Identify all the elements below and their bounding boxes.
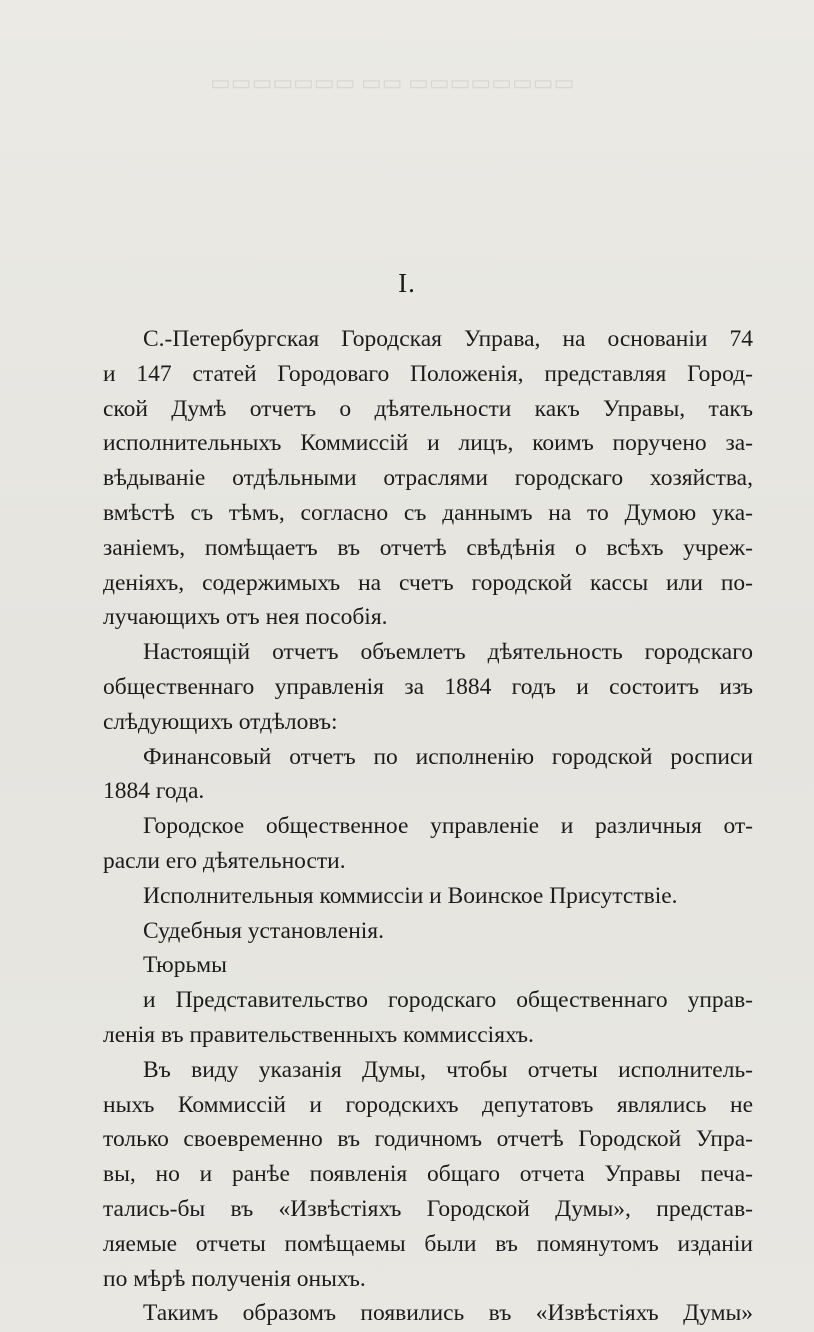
section-list-item xyxy=(103,740,753,810)
text-line: деніяхъ, содержимыхъ на счетъ городской кассы или по- xyxy=(103,569,753,596)
text-line: С.-Петербургская Городская Управа, на основаніи 74 xyxy=(143,326,753,352)
text-line: 1884 года. xyxy=(103,778,205,805)
body-text xyxy=(103,322,753,1331)
paragraph-duma-instruction xyxy=(103,1053,753,1297)
section-heading: I. xyxy=(398,268,416,298)
text-line: Такимъ образомъ появились въ «Извѣстіяхъ Думы» xyxy=(143,1300,753,1327)
section-list-item xyxy=(103,948,753,983)
text-line: и 147 статей Городоваго Положенія, представляя Город- xyxy=(103,360,753,387)
paragraph-continuation xyxy=(103,1296,753,1331)
text-line: расли его дѣятельности. xyxy=(103,847,346,874)
paragraph-intro xyxy=(103,322,753,635)
text-line: Городское общественное управленіе и различныя от- xyxy=(143,813,753,840)
text-line: Финансовый отчетъ по исполненію городской росписи xyxy=(143,743,753,770)
text-line: лучающихъ отъ нея пособія. xyxy=(103,604,388,631)
text-line: ляемые отчеты помѣщаемы были въ помянутомъ изданіи xyxy=(103,1230,753,1257)
section-list-item xyxy=(103,914,753,949)
text-line: ныхъ Коммиссій и городскихъ депутатовъ являлись не xyxy=(103,1091,753,1118)
text-line: исполнительныхъ Коммиссій и лицъ, коимъ поручено за- xyxy=(103,430,753,457)
sections-list xyxy=(103,740,753,1053)
text-line: Въ виду указанія Думы, чтобы отчеты исполнитель- xyxy=(143,1056,753,1083)
text-line: вѣдываніе отдѣльными отраслями городскаго хозяйства, xyxy=(103,465,753,492)
text-line: ской Думѣ отчетъ о дѣятельности какъ Управы, такъ xyxy=(103,395,753,422)
text-line: Судебныя установленія. xyxy=(143,917,384,944)
text-line: заніемъ, помѣщаетъ въ отчетѣ свѣдѣнія о всѣхъ учреж- xyxy=(103,534,753,561)
bleed-through-text: ▭▭▭▭▭▭▭ ▭▭ ▭▭▭▭▭▭▭▭ xyxy=(210,70,575,95)
text-line: вмѣстѣ съ тѣмъ, согласно съ даннымъ на то Думою ука- xyxy=(103,499,753,526)
text-line: только своевременно въ годичномъ отчетѣ Городской Упра- xyxy=(103,1126,753,1153)
text-line: Исполнительныя коммиссіи и Воинское Присутствіе. xyxy=(143,882,678,909)
section-list-item xyxy=(103,809,753,879)
text-line: ленія въ правительственныхъ коммиссіяхъ. xyxy=(103,1021,534,1048)
text-line: Тюрьмы xyxy=(143,952,227,979)
section-list-item xyxy=(103,879,753,914)
text-line: по мѣрѣ полученія оныхъ. xyxy=(103,1265,366,1292)
text-line: вы, но и ранѣе появленія общаго отчета Управы печа- xyxy=(103,1161,753,1188)
text-line: Настоящій отчетъ объемлетъ дѣятельность городскаго xyxy=(143,639,753,666)
paragraph-report-scope xyxy=(103,635,753,739)
text-line: и Представительство городскаго общественнаго управ- xyxy=(143,987,753,1014)
section-list-item xyxy=(103,983,753,1053)
text-line: слѣдующихъ отдѣловъ: xyxy=(103,708,338,735)
text-line: общественнаго управленія за 1884 годъ и состоитъ изъ xyxy=(103,673,753,700)
text-line: тались-бы въ «Извѣстіяхъ Городской Думы», представ- xyxy=(103,1195,753,1222)
